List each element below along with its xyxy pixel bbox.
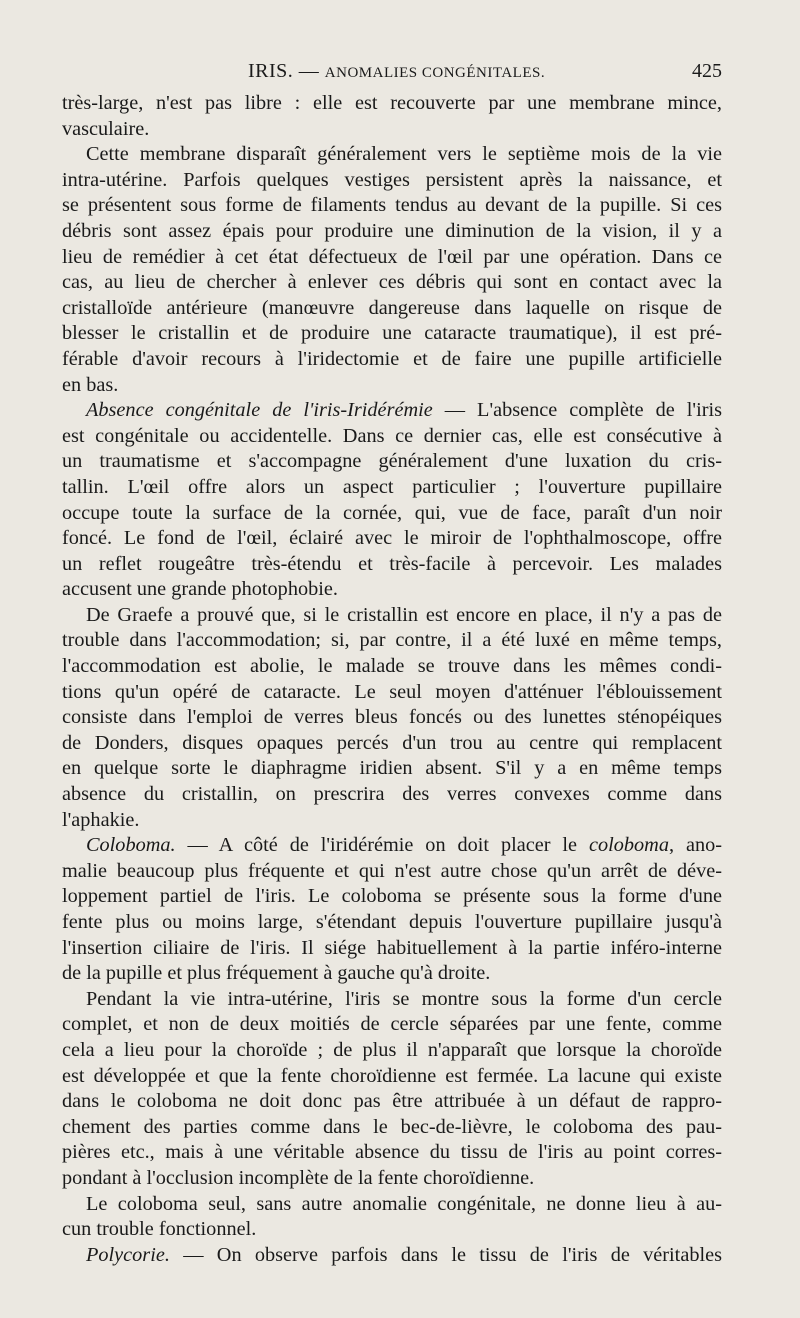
text-line: [62, 168, 722, 194]
text-line: [62, 270, 722, 296]
text-line: [62, 808, 722, 834]
text-line: [62, 449, 722, 475]
page-number: 425: [692, 60, 722, 82]
line-text: foncé. Le fond de l'œil, éclairé avec le miroir de l'ophthalmoscope, offre: [62, 527, 722, 550]
text-line: [62, 782, 722, 808]
line-text: de Donders, disques opaques percés d'un trou au centre qui remplacent: [62, 731, 722, 754]
line-text: pondant à l'occlusion incomplète de la fente choroïdienne.: [62, 1166, 535, 1189]
text-line: [62, 117, 722, 143]
line-text: trouble dans l'accommodation; si, par contre, il a été luxé en même temps,: [62, 629, 722, 652]
text-line: [62, 1217, 722, 1243]
line-text: dans le coloboma ne doit donc pas être attribuée à un défaut de rappro-: [62, 1090, 722, 1113]
text-line: [62, 1140, 722, 1166]
line-text: Pendant la vie intra-utérine, l'iris se montre sous la forme d'un cercle: [86, 987, 722, 1010]
text-line: [62, 398, 722, 424]
line-text: loppement partiel de l'iris. Le coloboma se présente sous la forme d'une: [62, 885, 722, 908]
running-head: [62, 56, 722, 86]
text-line: [62, 91, 722, 117]
line-text: très-large, n'est pas libre : elle est recouverte par une membrane mince,: [62, 92, 722, 114]
line-text: un reflet rougeâtre très-étendu et très-facile à percevoir. Les malades: [62, 552, 722, 575]
body-text: [62, 91, 722, 1268]
text-line: [62, 884, 722, 910]
text-line: [62, 603, 722, 629]
italic-term: coloboma: [588, 834, 669, 857]
text-line: [62, 424, 722, 450]
running-title-chapter: ANOMALIES CONGÉNITALES.: [324, 65, 546, 81]
line-text: en bas.: [62, 373, 119, 396]
line-text: cela a lieu pour la choroïde ; de plus il n'apparaît que lorsque la choroïde: [62, 1038, 722, 1061]
line-text: l'insertion ciliaire de l'iris. Il siége habituellement à la partie inféro-interne: [62, 936, 722, 959]
text-line: [62, 987, 722, 1013]
line-text: l'accommodation est abolie, le malade se trouve dans les mêmes condi-: [62, 655, 722, 678]
running-title-separator: —: [293, 60, 325, 82]
line-text: intra-utérine. Parfois quelques vestiges persistent après la naissance, et: [62, 168, 722, 191]
text-line: [62, 296, 722, 322]
text-line: [62, 1192, 722, 1218]
paragraph: [62, 91, 722, 142]
line-text: — On observe parfois dans le tissu de l'iris de véritables: [169, 1243, 722, 1266]
italic-heading: Coloboma.: [86, 834, 176, 857]
line-text: blesser le cristallin et de produire une cataracte traumatique), il est pré-: [62, 322, 722, 345]
line-text: se présentent sous forme de filaments tendus au devant de la pupille. Si ces: [62, 194, 722, 217]
line-text: pières etc., mais à une véritable absence du tissu de l'iris au point corres-: [62, 1141, 722, 1164]
text-line: [62, 142, 722, 168]
paragraph: [62, 833, 722, 987]
text-line: [62, 526, 722, 552]
line-text: De Graefe a prouvé que, si le cristallin est encore en place, il n'y a pas de: [86, 603, 722, 626]
text-line: [62, 1115, 722, 1141]
text-line: [62, 910, 722, 936]
line-text: — L'absence complète de l'iris: [432, 399, 722, 422]
line-text: lieu de remédier à cet état défectueux de l'œil par une opération. Dans ce: [62, 245, 722, 268]
text-line: [62, 501, 722, 527]
running-title-section: IRIS.: [248, 60, 294, 82]
paragraph: [62, 398, 722, 603]
line-text: en quelque sorte le diaphragme iridien absent. S'il y a en même temps: [62, 757, 722, 780]
line-text: chement des parties comme dans le bec-de-lièvre, le coloboma des pau-: [62, 1115, 722, 1138]
text-line: [62, 321, 722, 347]
text-line: [62, 705, 722, 731]
line-text: complet, et non de deux moitiés de cercle séparées par une fente, comme: [62, 1013, 722, 1036]
text-line: [62, 219, 722, 245]
text-line: [62, 1012, 722, 1038]
line-text: — A côté de l'iridérémie on doit placer le: [175, 834, 589, 857]
line-text: est développée et que la fente choroïdienne est fermée. La lacune qui existe: [62, 1064, 722, 1087]
line-text: cas, au lieu de chercher à enlever ces débris qui sont en contact avec la: [62, 271, 722, 294]
text-line: [62, 936, 722, 962]
line-text: malie beaucoup plus fréquente et qui n'est autre chose qu'un arrêt de déve-: [62, 859, 722, 882]
text-line: [62, 654, 722, 680]
line-text: l'aphakie.: [62, 808, 140, 831]
line-text: Le coloboma seul, sans autre anomalie congénitale, ne donne lieu à au-: [86, 1192, 722, 1215]
text-line: [62, 373, 722, 399]
line-text: tallin. L'œil offre alors un aspect particulier ; l'ouverture pupillaire: [62, 475, 722, 498]
line-text: est congénitale ou accidentelle. Dans ce dernier cas, elle est consécutive à: [62, 424, 722, 447]
line-text: de la pupille et plus fréquement à gauche qu'à droite.: [62, 962, 491, 985]
text-line: [62, 1038, 722, 1064]
paragraph: [62, 142, 722, 398]
line-text: débris sont assez épais pour produire une diminution de la vision, il y a: [62, 219, 722, 242]
line-text: fente plus ou moins large, s'étendant depuis l'ouverture pupillaire jusqu'à: [62, 911, 722, 933]
line-text: accusent une grande photophobie.: [62, 578, 338, 601]
italic-heading: Polycorie.: [86, 1243, 170, 1266]
line-text: vasculaire.: [62, 117, 150, 140]
line-text: occupe toute la surface de la cornée, qui, vue de face, paraît d'un noir: [62, 501, 722, 524]
text-line: [62, 961, 722, 987]
text-line: [62, 859, 722, 885]
text-line: [62, 628, 722, 654]
line-text: un traumatisme et s'accompagne généralement d'une luxation du cris-: [62, 450, 722, 473]
italic-heading: Absence congénitale de l'iris-Iridérémie: [86, 399, 433, 422]
line-text: tions qu'un opéré de cataracte. Le seul moyen d'atténuer l'éblouissement: [62, 680, 722, 703]
text-line: [62, 1064, 722, 1090]
text-line: [62, 756, 722, 782]
running-title: [248, 56, 545, 88]
text-line: [62, 347, 722, 373]
text-line: [62, 475, 722, 501]
text-line: [62, 552, 722, 578]
text-line: [62, 193, 722, 219]
text-line: [62, 731, 722, 757]
text-line: [62, 1166, 722, 1192]
line-text: cristalloïde antérieure (manœuvre dangereuse dans laquelle on risque de: [62, 296, 722, 319]
line-text: Cette membrane disparaît généralement vers le septième mois de la vie: [86, 143, 722, 166]
text-line: [62, 577, 722, 603]
line-text: consiste dans l'emploi de verres bleus foncés ou des lunettes sténopéiques: [62, 706, 722, 729]
text-line: [62, 680, 722, 706]
text-line: [62, 245, 722, 271]
line-text-tail: , ano-: [668, 834, 722, 857]
line-text: férable d'avoir recours à l'iridectomie et de faire une pupille artificielle: [62, 347, 722, 370]
text-line: [62, 1243, 722, 1269]
text-line: [62, 1089, 722, 1115]
paragraph: [62, 1243, 722, 1269]
paragraph: [62, 1192, 722, 1243]
line-text: absence du cristallin, on prescrira des verres convexes comme dans: [62, 783, 722, 806]
line-text: cun trouble fonctionnel.: [62, 1218, 257, 1241]
text-line: [62, 833, 722, 859]
paragraph: [62, 987, 722, 1192]
paragraph: [62, 603, 722, 833]
